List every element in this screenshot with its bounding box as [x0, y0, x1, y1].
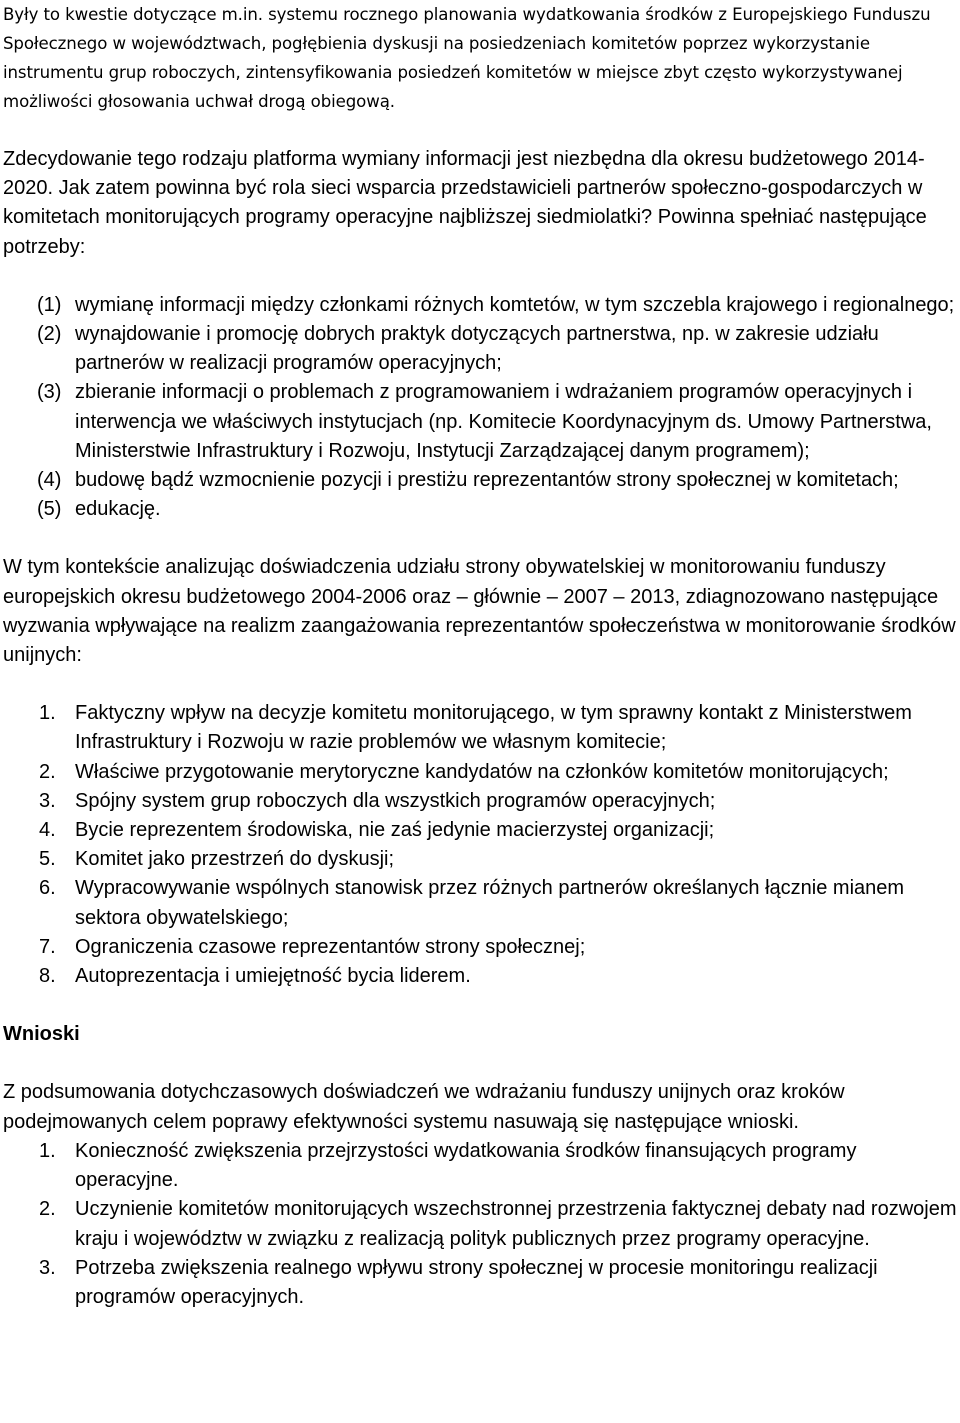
list-item: [3, 291, 957, 320]
list-item-text: Autoprezentacja i umiejętność bycia liderem.: [75, 965, 471, 988]
list-item-text: Faktyczny wpływ na decyzje komitetu monitorującego, w tym sprawny kontakt z Ministerstwem Infrastruktury i Rozwoju w razie problemów we własnym komitecie;: [75, 702, 912, 754]
list-item: [3, 845, 957, 874]
list-marker: 2.: [39, 760, 56, 783]
conclusions-heading: Wnioski: [3, 1023, 80, 1046]
list-marker: 1.: [39, 702, 56, 725]
list-marker: 3.: [39, 789, 56, 812]
list-marker: 8.: [39, 965, 56, 988]
spacer: [3, 1049, 957, 1078]
list-marker: 4.: [39, 819, 56, 842]
list-marker: 6.: [39, 877, 56, 900]
document-page: [3, 0, 957, 1312]
list-item-text: Potrzeba zwiększenia realnego wpływu strony społecznej w procesie monitoringu realizacji programów operacyjnych.: [75, 1256, 878, 1308]
list-item-text: budowę bądź wzmocnienie pozycji i prestiżu reprezentantów strony społecznej w komitetach;: [75, 469, 899, 492]
list-item-text: wymianę informacji między członkami różnych komtetów, w tym szczebla krajowego i regionalnego;: [75, 293, 955, 316]
intro-paragraph-1: Były to kwestie dotyczące m.in. systemu rocznego planowania wydatkowania środków z Europejskiego Funduszu Społecznego w województwach, pogłębienia dyskusji na posiedzeniach komitetów poprzez wykorzystanie instrumentu grup roboczych, zintensyfikowania posiedzeń komitetów w miejsce zbyt często wykorzystywanej możliwości głosowania uchwał drogą obiegową.: [3, 5, 931, 111]
list-item: [3, 466, 957, 495]
spacer: [3, 116, 957, 145]
list-marker: 5.: [39, 848, 56, 871]
list-item: [3, 816, 957, 845]
list-item-text: Bycie reprezentem środowiska, nie zaś jedynie macierzystej organizacji;: [75, 819, 715, 842]
spacer: [3, 991, 957, 1020]
list-item-text: edukację.: [75, 498, 161, 521]
list-marker: (3): [37, 381, 62, 404]
list-marker: (1): [37, 293, 62, 316]
list-marker: 3.: [39, 1256, 56, 1279]
list-marker: 7.: [39, 935, 56, 958]
list-item: [3, 933, 957, 962]
list-item: [3, 874, 957, 932]
intro-paragraph-2: Zdecydowanie tego rodzaju platforma wymiany informacji jest niezbędna dla okresu budżetowego 2014-2020. Jak zatem powinna być rola sieci wsparcia przedstawicieli partnerów społeczno-gospodarczych w komitetach monitorujących programy operacyjne najbliższej siedmiolatki? Powinna spełniać następujące potrzeby:: [3, 148, 927, 258]
list-item: [3, 1254, 957, 1312]
list-item-text: Konieczność zwiększenia przejrzystości wydatkowania środków finansujących programy operacyjne.: [75, 1139, 857, 1192]
list-item: [3, 787, 957, 816]
list-item-text: Spójny system grup roboczych dla wszystkich programów operacyjnych;: [75, 789, 716, 812]
list-marker: 2.: [39, 1198, 56, 1221]
list-item: [3, 962, 957, 991]
list-item: [3, 1195, 957, 1253]
list-item-text: Właściwe przygotowanie merytoryczne kandydatów na członków komitetów monitorujących;: [75, 760, 889, 783]
list-item: [3, 758, 957, 787]
conclusions-intro: Z podsumowania dotychczasowych doświadczeń we wdrażaniu funduszy unijnych oraz kroków podejmowanych celem poprawy efektywności systemu nasuwają się następujące wnioski.: [3, 1081, 845, 1133]
list-item-text: Uczynienie komitetów monitorujących wszechstronnej przestrzenia faktycznej debaty nad rozwojem kraju i województw w związku z realizacją polityk publicznych przez programy operacyjne.: [75, 1198, 957, 1250]
challenges-list: [3, 699, 957, 991]
spacer: [3, 262, 957, 291]
list-item: [3, 495, 957, 524]
list-item: [3, 320, 957, 378]
spacer: [3, 524, 957, 553]
list-item: [3, 378, 957, 466]
list-marker: (2): [37, 323, 62, 346]
list-item-text: wynajdowanie i promocję dobrych praktyk dotyczących partnerstwa, np. w zakresie udziału partnerów w realizacji programów operacyjnych;: [75, 323, 879, 375]
list-marker: (5): [37, 498, 62, 521]
spacer: [3, 670, 957, 699]
list-item-text: Ograniczenia czasowe reprezentantów strony społecznej;: [75, 935, 586, 958]
list-marker: (4): [37, 469, 62, 492]
list-item: [3, 699, 957, 757]
conclusions-list: [3, 1137, 957, 1312]
list-item-text: zbieranie informacji o problemach z programowaniem i wdrażaniem programów operacyjnych i interwencja we właściwych instytucjach (np. Komitecie Koordynacyjnym ds. Umowy Partnerstwa, Ministerstwie Infrastruktury i Rozwoju, Instytucji Zarządzającej danym programem);: [75, 381, 932, 462]
list-item-text: Wypracowywanie wspólnych stanowisk przez różnych partnerów określanych łącznie mianem sektora obywatelskiego;: [75, 877, 905, 929]
list-item-text: Komitet jako przestrzeń do dyskusji;: [75, 848, 395, 871]
list-item: [3, 1137, 957, 1195]
list-marker: 1.: [39, 1139, 56, 1162]
needs-list: [3, 291, 957, 525]
context-paragraph: W tym kontekście analizując doświadczenia udziału strony obywatelskiej w monitorowaniu funduszy europejskich okresu budżetowego 2004-2006 oraz – głównie – 2007 – 2013, zdiagnozowano następujące wyzwania wpływające na realizm zaangażowania reprezentantów społeczeństwa w monitorowanie środków unijnych:: [3, 556, 956, 667]
